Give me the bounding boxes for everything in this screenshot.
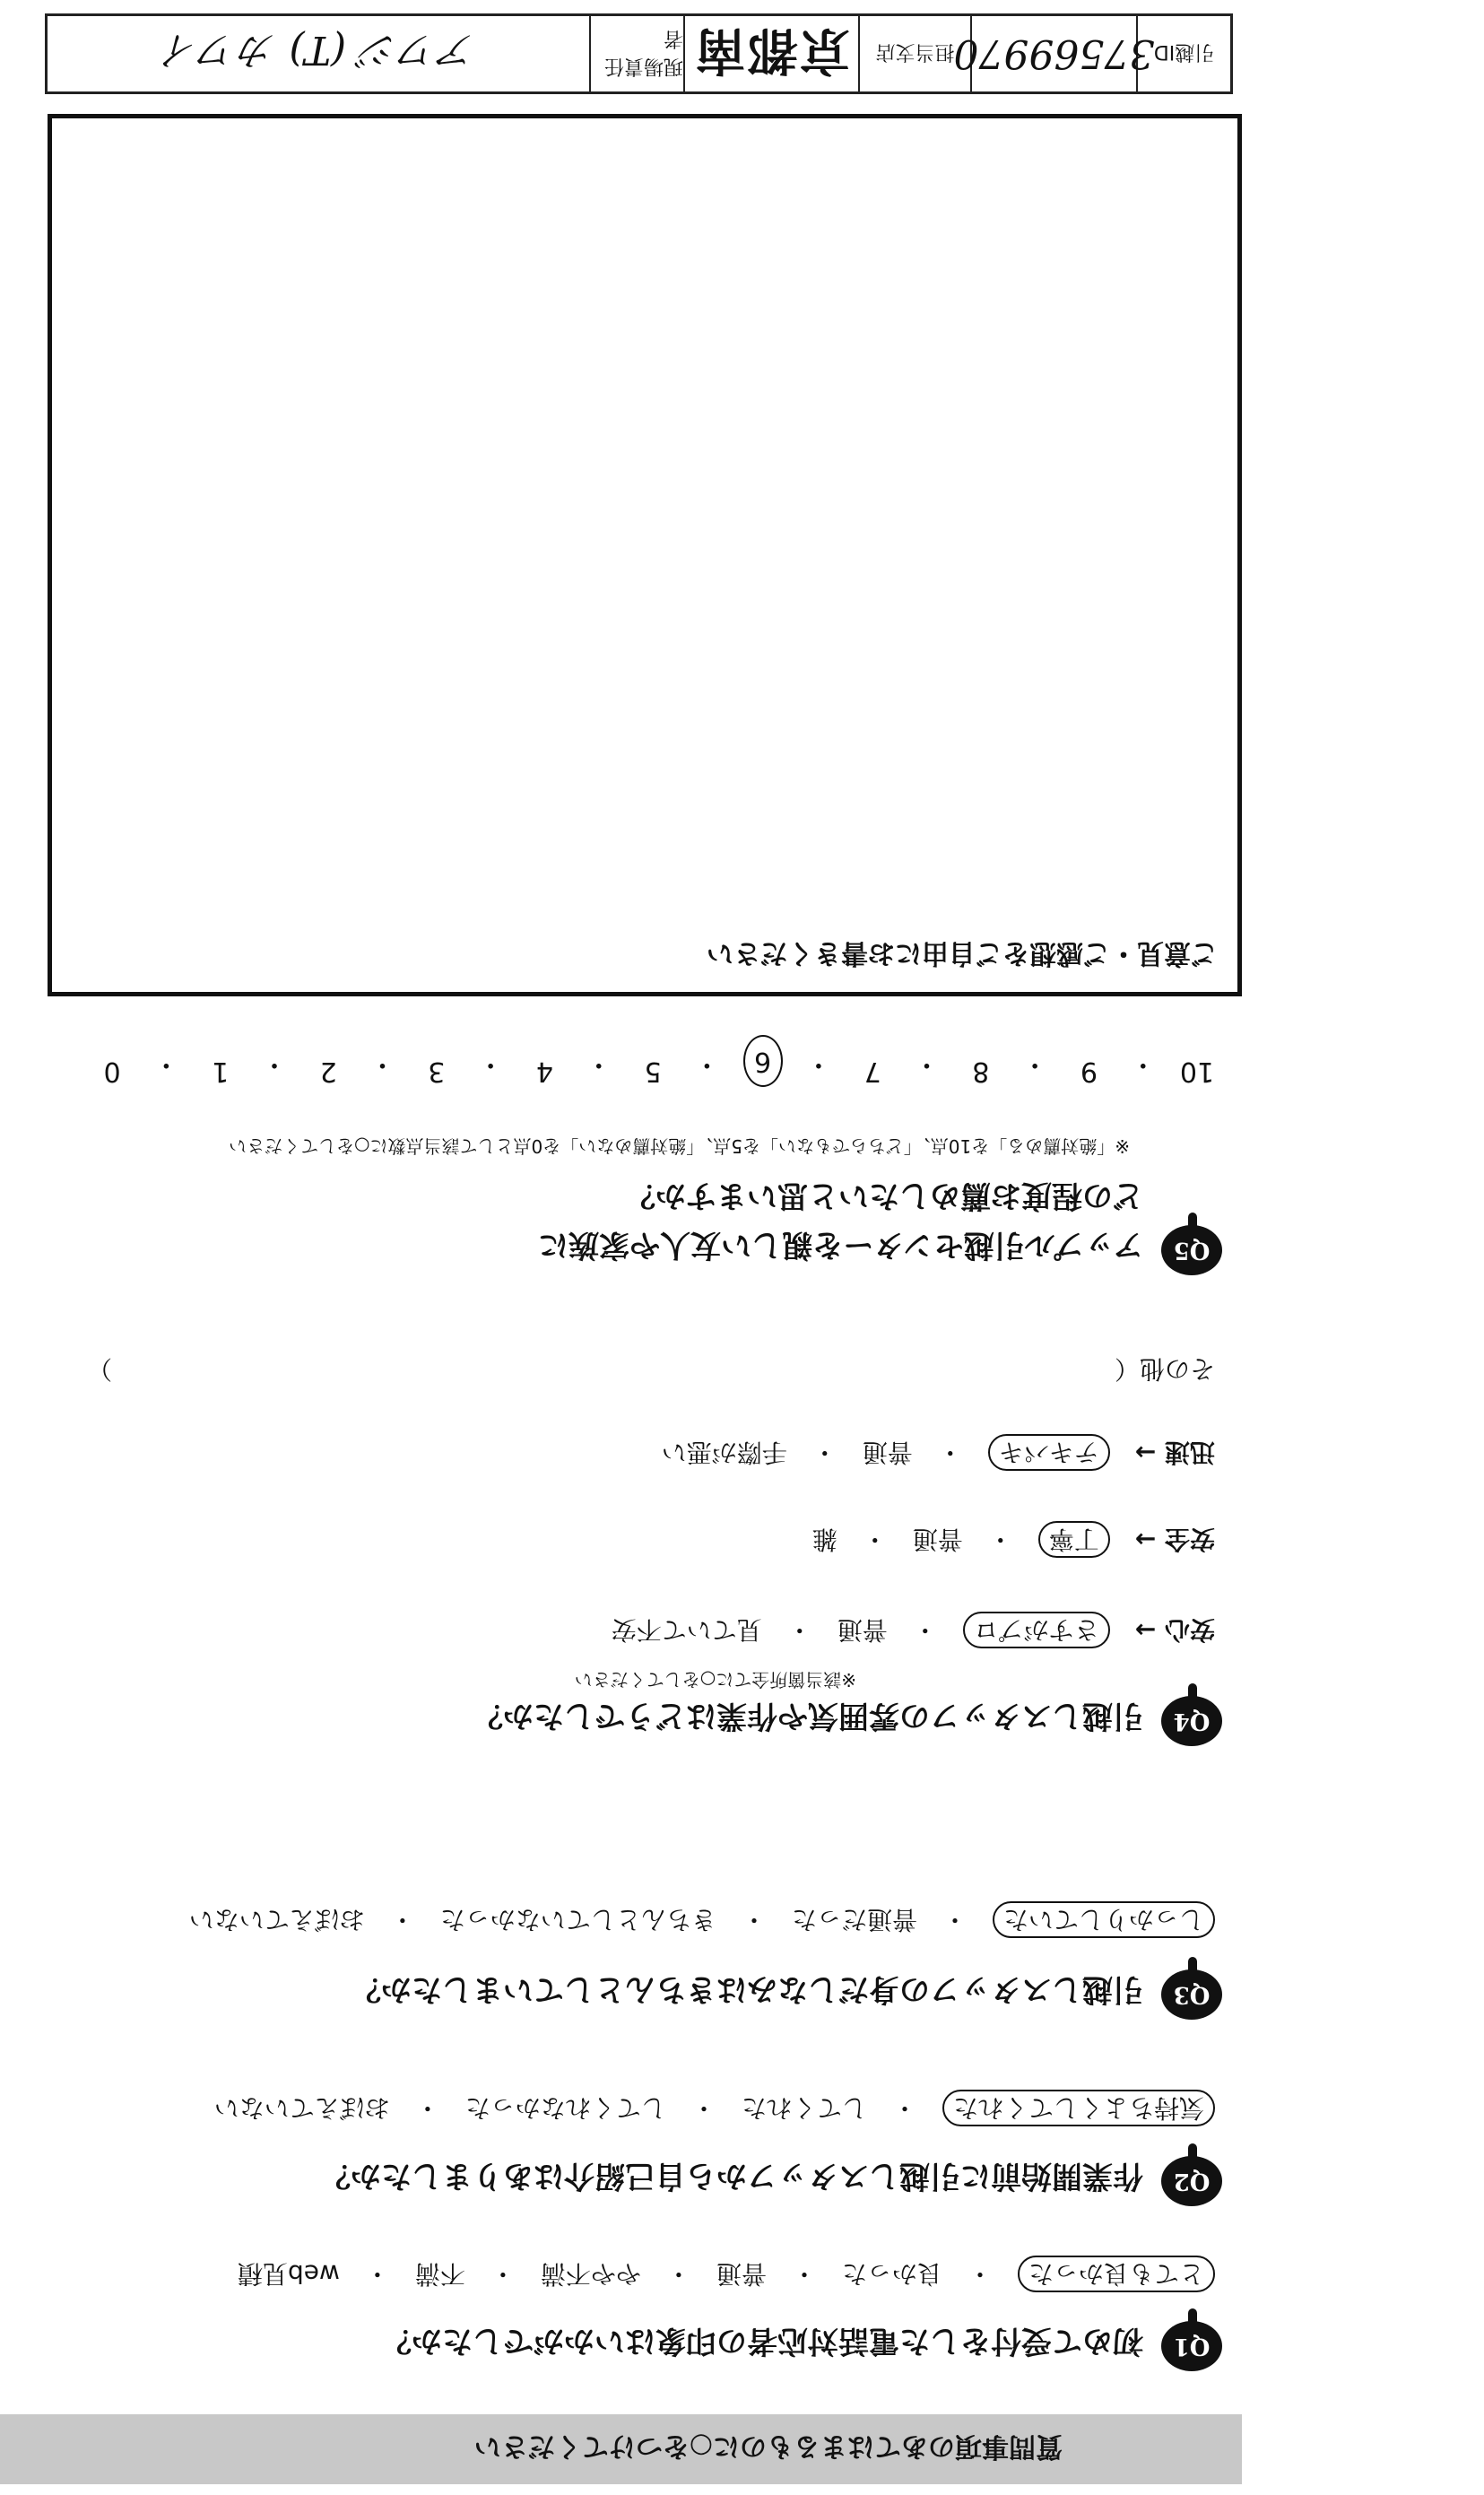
q4-row-jinsoku: 迅速 → テキパキ ・ 普通 ・ 手際が悪い (662, 1436, 1215, 1472)
q4-row-anzen: 安全 → 丁寧 ・ 普通 ・ 雑 (812, 1523, 1215, 1559)
q4-option[interactable]: 普通 (912, 1525, 963, 1554)
q5-score-option[interactable]: 7 (863, 1056, 881, 1087)
q4-row-label: 迅速 → (1109, 1438, 1215, 1467)
free-comment-box[interactable] (48, 114, 1242, 996)
q4-row-label: 安全 → (1109, 1525, 1215, 1554)
chief-value: アワジ (T) カワイ (159, 27, 478, 73)
q5-badge: Q5 (1161, 1225, 1222, 1275)
q4-option[interactable]: 手際が悪い (661, 1438, 787, 1467)
q4-option[interactable]: さすがプロ (963, 1612, 1110, 1648)
q4-badge: Q4 (1161, 1696, 1222, 1746)
q1-option[interactable]: 不満 (414, 2259, 465, 2289)
q1-badge: Q1 (1161, 2321, 1222, 2371)
label-chief: 現場責任者 (589, 16, 683, 91)
q1-option[interactable]: 普通 (716, 2259, 767, 2289)
q1-option[interactable]: 良かった (841, 2259, 942, 2289)
q3-option[interactable]: おぼえていない (188, 1905, 365, 1934)
q3-badge: Q3 (1161, 1969, 1222, 2020)
q2-option[interactable]: 気持ちよくしてくれた (942, 2090, 1215, 2126)
instruction-bar (0, 2414, 1242, 2484)
q5-score-option[interactable]: 1 (212, 1056, 230, 1087)
q3-option[interactable]: きちんとしていなかった (439, 1905, 716, 1934)
q4-row-label: 安心 → (1109, 1615, 1215, 1645)
q5-score-option[interactable]: 3 (428, 1056, 446, 1087)
q4-option[interactable]: 見ていて不安 (611, 1615, 762, 1645)
q5-score-option[interactable]: 0 (103, 1056, 121, 1087)
q4-other-label: その他（ (1114, 1354, 1215, 1384)
header-table (45, 13, 1233, 94)
q1-option[interactable]: web見積 (237, 2259, 340, 2289)
instruction-text: 質問事項のあてはまるものに○をつけてください (473, 2430, 1063, 2462)
q2-option[interactable]: してくれた (741, 2093, 867, 2123)
q5-score-option[interactable]: 4 (535, 1056, 553, 1087)
q4-row-anshin: 安心 → さすがプロ ・ 普通 ・ 見ていて不安 (612, 1613, 1215, 1649)
free-comment-title: ご意見・ご感想をご自由にお書きください (707, 937, 1218, 969)
q3-option[interactable]: 普通だった (791, 1905, 917, 1934)
q5-question-line2: どの程度お薦めしたいと思いますか？ (625, 1178, 1143, 1213)
move-id-value: 37569970 (970, 16, 1136, 91)
q3-options: しっかりしていた ・ 普通だった ・ きちんとしていなかった ・ おぼえていない (189, 1903, 1215, 1939)
q5-score-option[interactable]: 6 (743, 1035, 783, 1087)
q5-score-option[interactable]: 2 (319, 1056, 337, 1087)
q5-score-option[interactable]: 10 (1179, 1056, 1215, 1087)
q5-score-option[interactable]: 9 (1080, 1056, 1098, 1087)
q4-option[interactable]: 普通 (837, 1615, 888, 1645)
q2-options: 気持ちよくしてくれた ・ してくれた ・ してくれなかった ・ おぼえていない (214, 2091, 1215, 2127)
label-branch: 担当支店 (858, 16, 970, 91)
q5-rating-scale: 10 ・ 9 ・ 8 ・ 7 ・ 6 ・ 5 ・ 4 ・ 3 ・ 2 ・ 1 ・ 0 (94, 1035, 1215, 1087)
q3-option[interactable]: しっかりしていた (993, 1901, 1215, 1938)
branch-stamp: 京都南 (683, 16, 858, 91)
q4-other (87, 1352, 1215, 1388)
q1-option[interactable]: やや不満 (540, 2259, 641, 2289)
q4-other-close: ） (87, 1354, 113, 1384)
q5-score-option[interactable]: 8 (972, 1056, 990, 1087)
q2-question: 作業開始前に引越しスタッフから自己紹介はありましたか？ (320, 2158, 1143, 2194)
q4-note: ※該当箇所全てに○をしてください (574, 1669, 856, 1691)
q4-option[interactable]: 雑 (811, 1525, 837, 1554)
label-move-id: 引越ID (1136, 16, 1230, 91)
q2-option[interactable]: おぼえていない (213, 2093, 390, 2123)
q2-option[interactable]: してくれなかった (464, 2093, 666, 2123)
q3-question: 引越しスタッフの身だしなみはきちんとしていましたか？ (351, 1971, 1143, 2007)
q4-question: 引越しスタッフの雰囲気や作業はどうでしたか？ (473, 1698, 1143, 1734)
q1-options: とても良かった ・ 良かった ・ 普通 ・ やや不満 ・ 不満 ・ web見積 (238, 2257, 1215, 2293)
q5-score-option[interactable]: 5 (644, 1056, 662, 1087)
q5-note: ※「絶対薦める」を10点、「どちらでもない」を5点、「絶対薦めない」を0点として該当点数に○をしてください (229, 1135, 1130, 1157)
q4-option[interactable]: 普通 (862, 1438, 913, 1467)
q4-option[interactable]: 丁寧 (1038, 1521, 1110, 1558)
q1-option[interactable]: とても良かった (1018, 2256, 1215, 2292)
q4-option[interactable]: テキパキ (988, 1434, 1110, 1471)
q5-question-line1: アップル引越センターを親しい友人や家族に (538, 1227, 1143, 1263)
q1-question: 初めて受付をした電話対応者の印象はいかがでしたか？ (381, 2323, 1143, 2359)
q2-badge: Q2 (1161, 2156, 1222, 2206)
